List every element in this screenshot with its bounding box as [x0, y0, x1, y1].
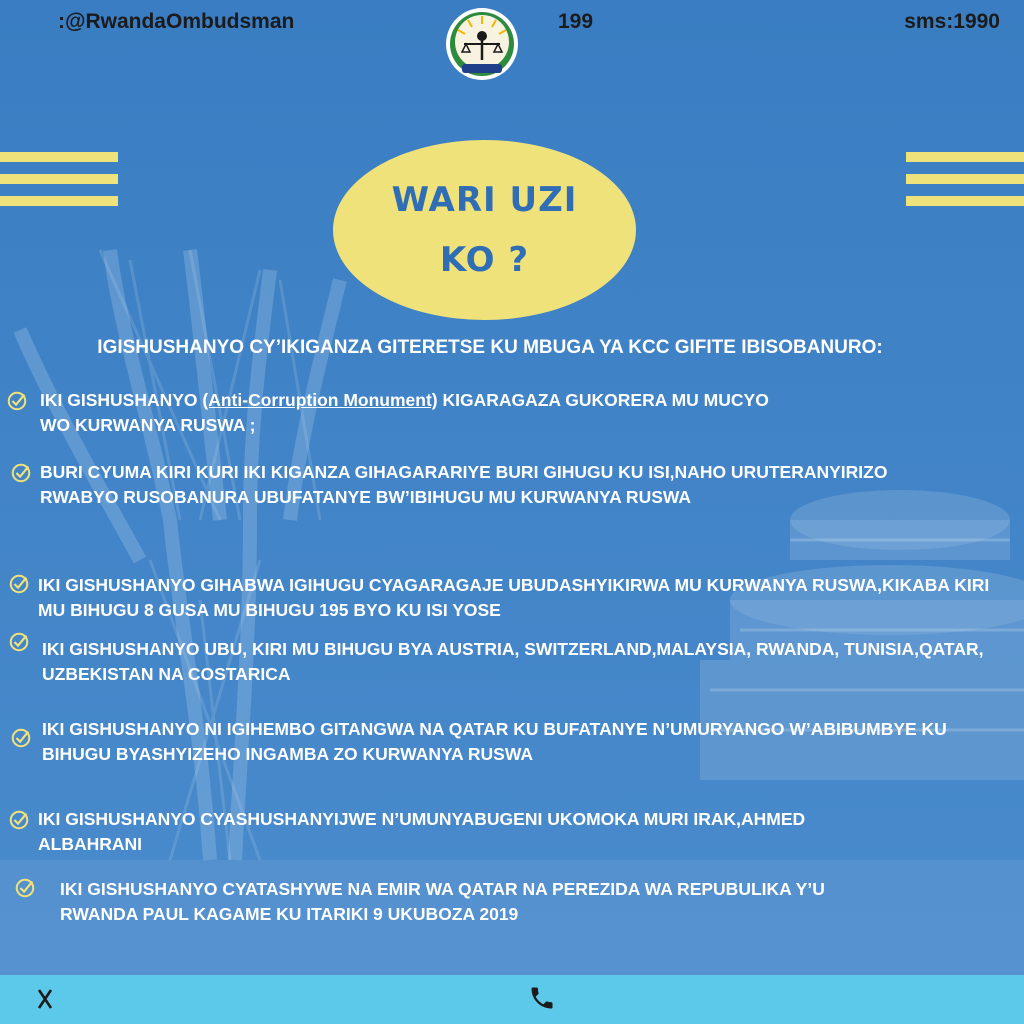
check-circle-icon [14, 877, 36, 899]
phone-icon [528, 984, 556, 1012]
fact-item [38, 807, 838, 857]
fact-item [42, 717, 972, 767]
fact-item [40, 388, 800, 438]
fact-text: IKI GISHUSHANYO CYATASHYWE NA EMIR WA QATAR NA PEREZIDA WA REPUBULIKA Y’U RWANDA PAUL KAGAME KU ITARIKI 9 UKUBOZA 2019 [60, 879, 825, 924]
fact-text: IKI GISHUSHANYO UBU, KIRI MU BIHUGU BYA AUSTRIA, SWITZERLAND,MALAYSIA, RWANDA, TUNISIA,QATAR, UZBEKISTAN NA COSTARICA [42, 639, 984, 684]
fact-text: BURI CYUMA KIRI KURI IKI KIGANZA GIHAGARARIYE BURI GIHUGU KU ISI,NAHO URUTERANYIRIZO RWABYO RUSOBANURA UBUFATANYE BW’IBIHUGU MU KURWANYA RUSWA [40, 462, 888, 507]
stripes-left [0, 152, 118, 218]
fact-item [40, 460, 900, 510]
stripes-right [906, 152, 1024, 218]
check-circle-icon [8, 631, 30, 653]
headline-line-1: WARI UZI [391, 180, 578, 220]
check-circle-icon [6, 390, 28, 412]
anti-corruption-monument-link: (Anti-Corruption Monument) [202, 390, 438, 410]
x-logo-icon [36, 986, 54, 1012]
fact-text: IKI GISHUSHANYO GIHABWA IGIHUGU CYAGARAGAJE UBUDASHYIKIRWA MU KURWANYA RUSWA,KIKABA KIRI MU BIHUGU 8 GUSA MU BIHUGU 195 BYO KU ISI YOSE [38, 575, 990, 620]
fact-item [42, 637, 1012, 687]
fact-text: IKI GISHUSHANYO (Anti-Corruption Monument) KIGARAGAZA GUKORERA MU MUCYO WO KURWANYA RUSWA ; [40, 390, 769, 435]
check-circle-icon [8, 573, 30, 595]
ombudsman-logo [444, 6, 520, 82]
sms-number: sms:1990 [904, 10, 1000, 33]
fact-text: IKI GISHUSHANYO CYASHUSHANYIJWE N’UMUNYABUGENI UKOMOKA MURI IRAK,AHMED ALBAHRANI [38, 809, 806, 854]
headline-line-2: KO ? [439, 240, 530, 280]
fact-item [38, 573, 998, 623]
footer-bar [0, 975, 1024, 1024]
check-circle-icon [10, 462, 32, 484]
check-circle-icon [10, 727, 32, 749]
phone-number: 199 [558, 10, 594, 33]
check-circle-icon [8, 809, 30, 831]
subtitle: IGISHUSHANYO CY’IKIGANZA GITERETSE KU MBUGA YA KCC GIFITE IBISOBANURO: [97, 337, 883, 358]
fact-text: IKI GISHUSHANYO NI IGIHEMBO GITANGWA NA QATAR KU BUFATANYE N’UMURYANGO W’ABIBUMBYE KU BIHUGU BYASHYIZEHO INGAMBA ZO KURWANYA RUSWA [42, 719, 947, 764]
fact-item [60, 877, 860, 927]
x-handle: :@RwandaOmbudsman [58, 10, 295, 33]
headline-badge [333, 140, 636, 320]
